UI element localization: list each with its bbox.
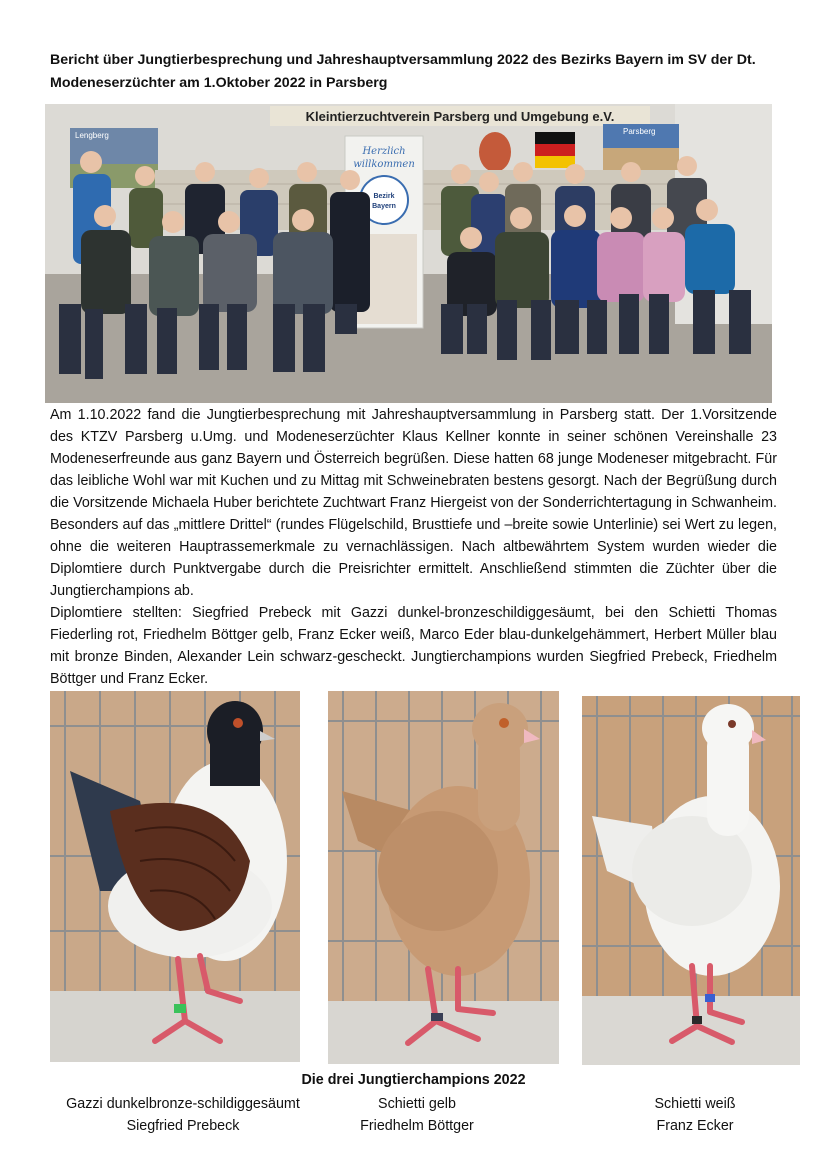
champion-owner: Siegfried Prebeck [126,1118,240,1134]
champion-owner: Friedhelm Böttger [360,1118,474,1134]
article-paragraph-1: Am 1.10.2022 fand die Jungtierbesprechung mit Jahreshauptversammlung in Parsberg statt. Der 1.Vorsitzende des KTZV Parsberg u.Umg. und Modeneserzüchter Klaus Kellner konnte in seiner schönen Vereinshalle 23 Modeneserfreunde aus ganz Bayern und Österreich begrüßen. Diese hatten 68 junge Modeneser mitgebracht. Für das leibliche Wohl war mit Kuchen und zu Mittag mit Schweinebraten bestens gesorgt. Nach der Begrüßung durch die Vorsitzende Michaela Huber berichtete Zuchtwart Franz Hiergeist von der Sonderrichtertagung in Schwanheim. Besonders auf das „mittlere Drittel“ (rundes Flügelschild, Brusttiefe und –breite sowie Unterlinie) sei Wert zu legen, ohne die weiteren Hauptrassemerkmale zu vernachlässigen. Nach altbewährtem System wurden wieder die Diplomtiere durch Punktvergabe durch die Preisrichter ermittelt. Anschließend stimmten die Züchter über die Jungtierchampions ab. [50,407,777,599]
rollup-line2: willkommen [353,159,415,170]
rollup-badge1: Bezirk [373,193,395,200]
champion-owner: Franz Ecker [656,1118,734,1134]
champion-breed: Gazzi dunkelbronze-schildiggesäumt [66,1096,300,1112]
champion-caption-1 [50,1093,316,1137]
rollup-badge2: Bayern [372,203,396,210]
champion-photo-gazzi [50,691,300,1062]
champion-photo-schietti-weiss [582,696,800,1065]
article-paragraph-2: Diplomtiere stellten: Siegfried Prebeck mit Gazzi dunkel-bronzeschildiggesäumt, bei den Schietti Thomas Fiederling rot, Friedhelm Böttger gelb, Franz Ecker weiß, Marco Eder blau-dunkelgehämmert, Herbert Müller blau mit bronze Binden, Alexander Lein schwarz-gescheckt. Jungtierchampions wurden Siegfried Prebeck, Friedhelm Böttger und Franz Ecker. [50,605,777,687]
champion-caption-3 [595,1093,795,1137]
sign-right-text: Parsberg [623,127,656,136]
champion-breed: Schietti gelb [378,1096,456,1112]
group-photo [45,104,772,403]
page-title: Bericht über Jungtierbesprechung und Jahreshauptversammlung 2022 des Bezirks Bayern im SV der Dt. Modeneserzüchter am 1.Oktober 2022 in Parsberg [50,52,756,91]
champion-breed: Schietti weiß [654,1096,736,1112]
rollup-line1: Herzlich [362,146,406,157]
champion-photo-schietti-gelb [328,691,559,1064]
banner-text: Kleintierzuchtverein Parsberg und Umgebung e.V. [305,109,615,124]
sign-left-text: Lengberg [75,131,109,140]
article-body [50,404,777,690]
champion-caption-2 [330,1093,504,1137]
champions-heading: Die drei Jungtierchampions 2022 [301,1072,526,1088]
